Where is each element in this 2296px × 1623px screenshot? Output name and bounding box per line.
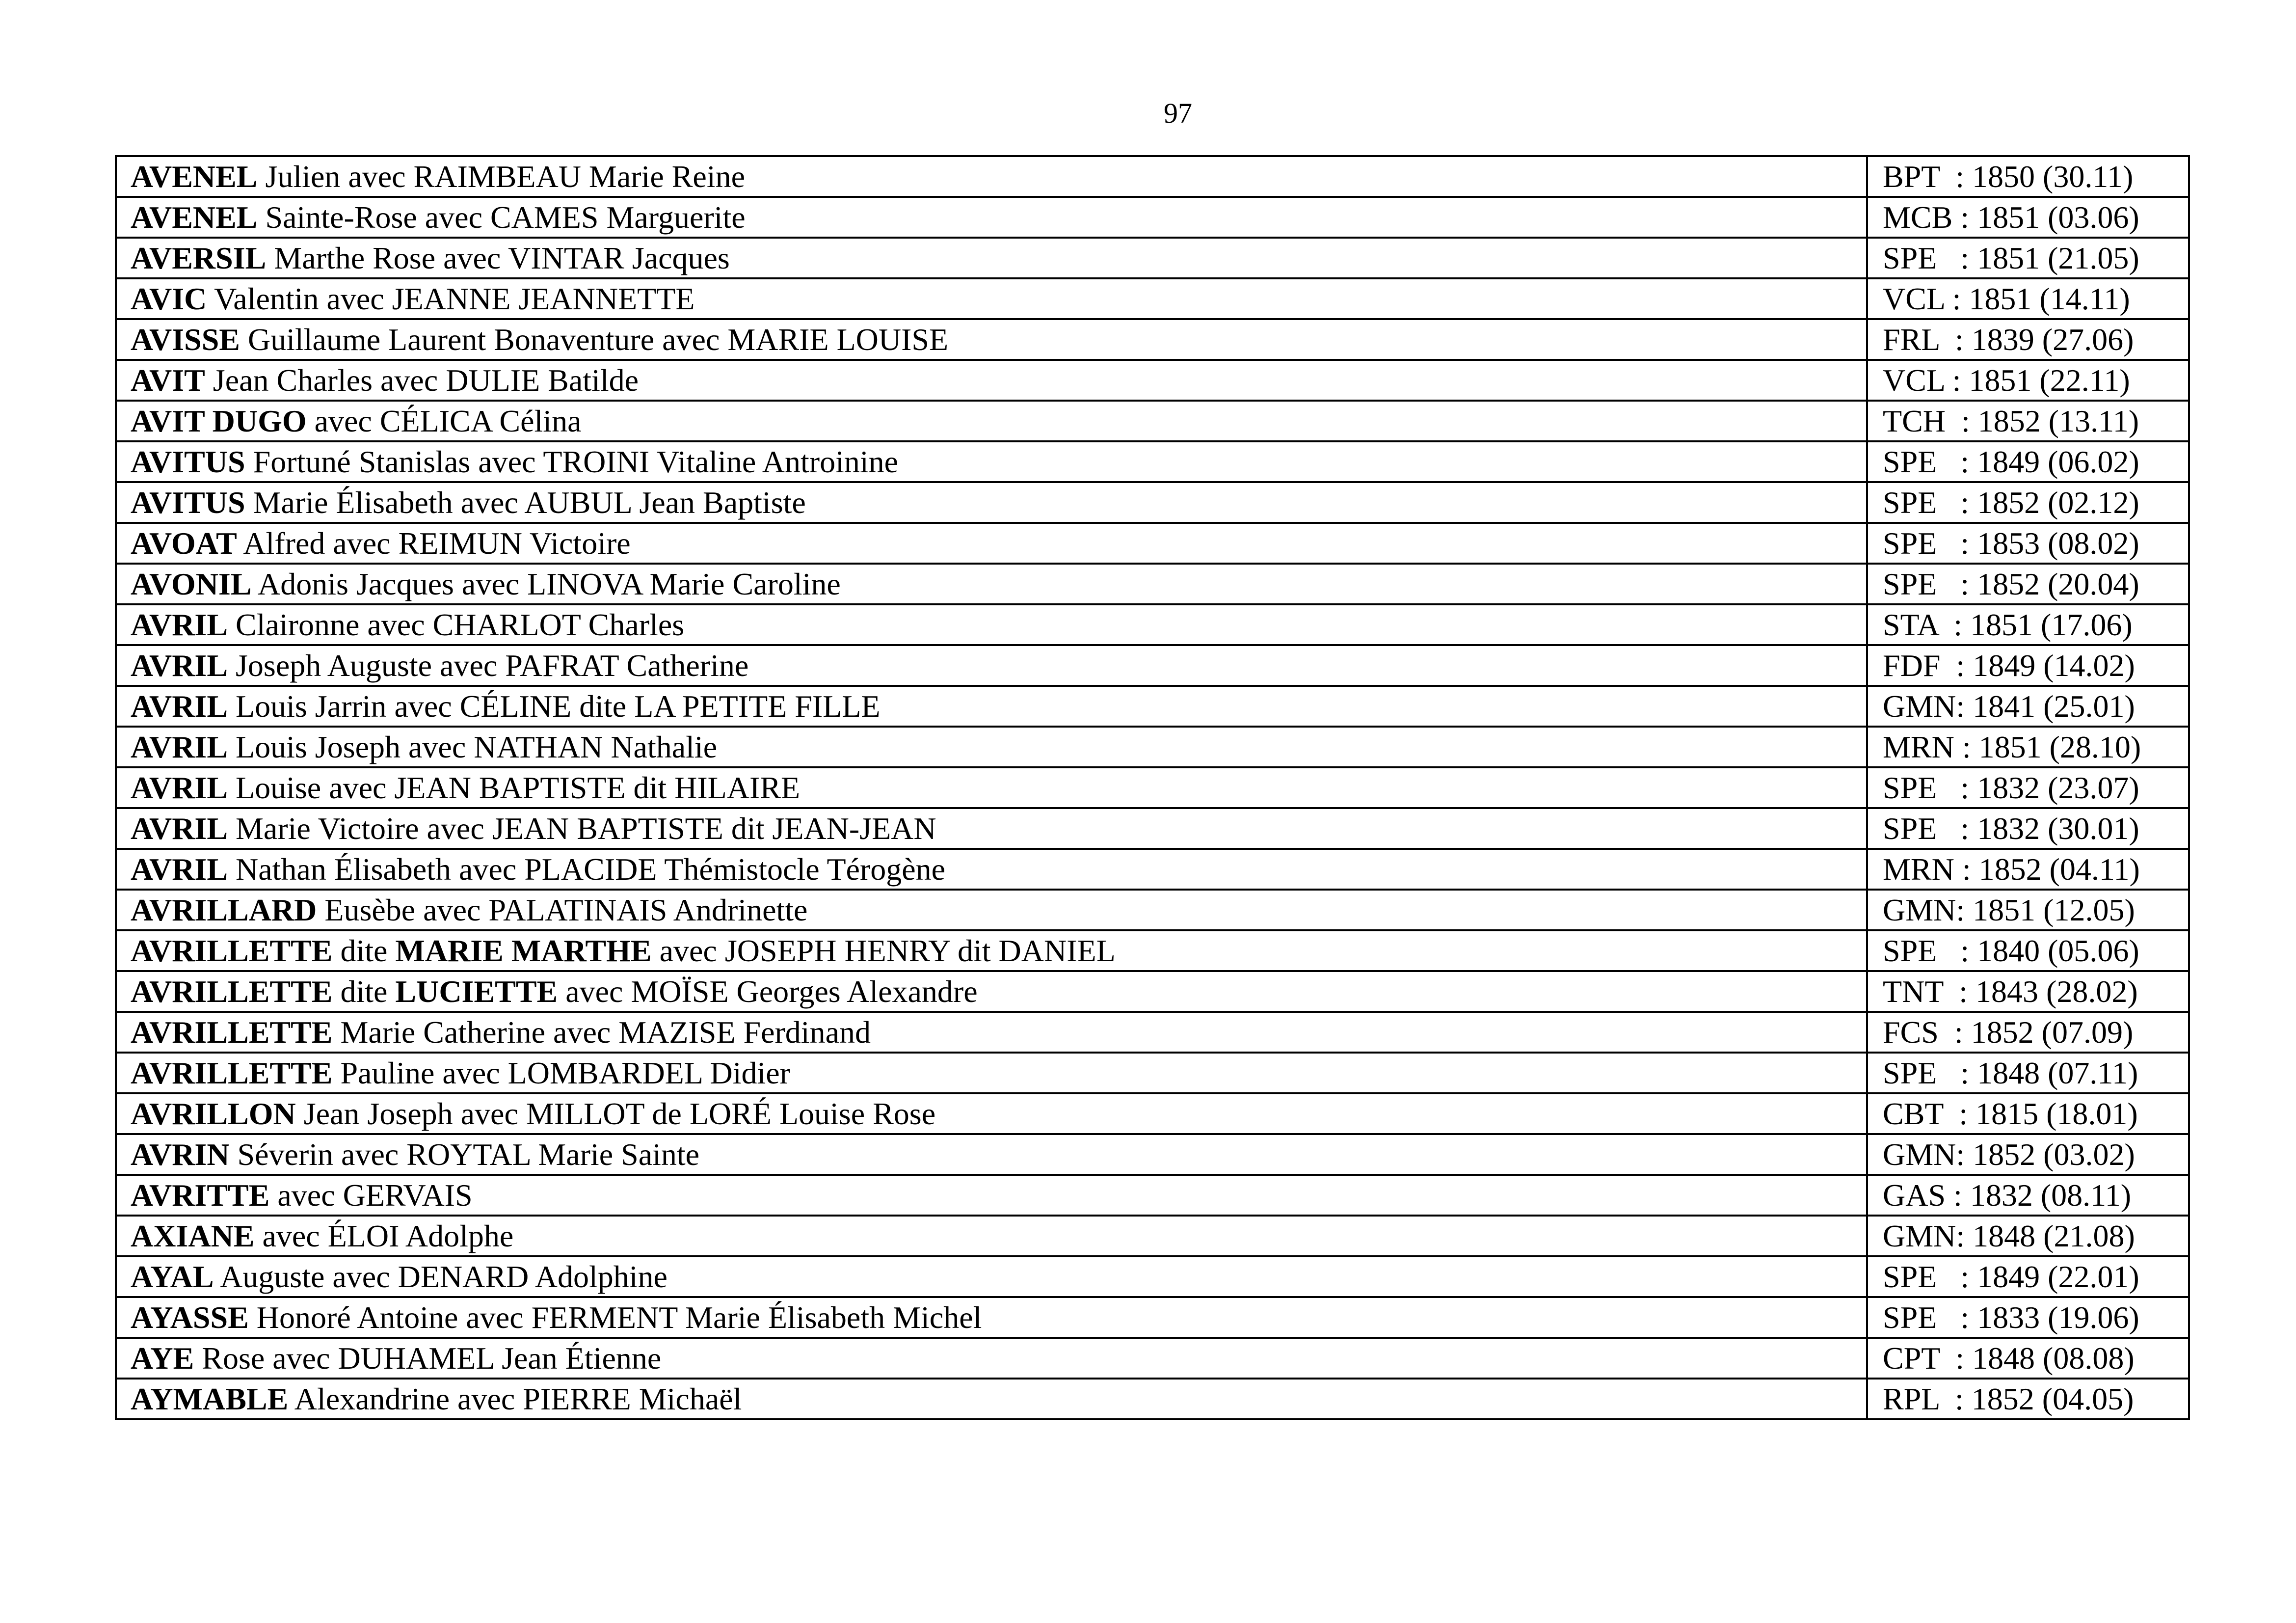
reference-cell: FDF : 1849 (14.02) xyxy=(1867,645,2189,686)
names-text: Louise avec JEAN BAPTISTE dit HILAIRE xyxy=(228,770,801,805)
surname-text: AVENEL xyxy=(131,199,258,235)
names-text: avec CÉLICA Célina xyxy=(306,403,582,438)
names-text: Jean Joseph avec MILLOT de LORÉ Louise Rose xyxy=(295,1096,936,1131)
names-text: Eusèbe avec PALATINAIS Andrinette xyxy=(317,892,808,927)
table-row xyxy=(116,808,2189,849)
spouses-cell xyxy=(116,1175,1867,1216)
spouses-cell xyxy=(116,523,1867,564)
spouses-cell xyxy=(116,971,1867,1012)
names-text: Sainte-Rose avec CAMES Marguerite xyxy=(257,199,746,235)
table-row xyxy=(116,767,2189,808)
surname-text: MARIE MARTHE xyxy=(395,933,652,968)
spouses-cell xyxy=(116,441,1867,482)
reference-cell: STA : 1851 (17.06) xyxy=(1867,604,2189,645)
spouses-cell xyxy=(116,1053,1867,1093)
names-text: Louis Jarrin avec CÉLINE dite LA PETITE FILLE xyxy=(228,688,881,724)
spouses-cell xyxy=(116,727,1867,767)
surname-text: AXIANE xyxy=(131,1218,255,1253)
surname-text: AVRIL xyxy=(131,607,228,642)
names-text: Honoré Antoine avec FERMENT Marie Élisabeth Michel xyxy=(248,1299,982,1335)
table-row xyxy=(116,523,2189,564)
table-row xyxy=(116,930,2189,971)
table-row xyxy=(116,1216,2189,1256)
page-number: 97 xyxy=(1164,97,1192,129)
spouses-cell xyxy=(116,767,1867,808)
surname-text: AVONIL xyxy=(131,566,252,601)
names-text: Auguste avec DENARD Adolphine xyxy=(214,1259,667,1294)
reference-cell: CPT : 1848 (08.08) xyxy=(1867,1338,2189,1379)
reference-cell: SPE : 1840 (05.06) xyxy=(1867,930,2189,971)
table-row xyxy=(116,360,2189,401)
names-text: Joseph Auguste avec PAFRAT Catherine xyxy=(228,648,749,683)
names-text: Guillaume Laurent Bonaventure avec MARIE LOUISE xyxy=(240,322,949,357)
surname-text: AVRITTE xyxy=(131,1177,270,1213)
spouses-cell xyxy=(116,1134,1867,1175)
spouses-cell xyxy=(116,238,1867,278)
names-text: Alfred avec REIMUN Victoire xyxy=(237,525,631,561)
surname-text: AVRILLARD xyxy=(131,892,317,927)
names-text: dite xyxy=(332,974,396,1009)
reference-cell: SPE : 1852 (20.04) xyxy=(1867,564,2189,604)
surname-text: AVRILLETTE xyxy=(131,933,333,968)
table-row xyxy=(116,278,2189,319)
spouses-cell xyxy=(116,401,1867,441)
spouses-cell xyxy=(116,1379,1867,1419)
names-text: avec JOSEPH HENRY dit DANIEL xyxy=(651,933,1116,968)
surname-text: AVITUS xyxy=(131,485,245,520)
table-row xyxy=(116,645,2189,686)
reference-cell: VCL : 1851 (22.11) xyxy=(1867,360,2189,401)
names-text: Pauline avec LOMBARDEL Didier xyxy=(332,1055,790,1090)
spouses-cell xyxy=(116,808,1867,849)
marriage-register-table xyxy=(115,155,2190,1420)
reference-cell: MCB : 1851 (03.06) xyxy=(1867,197,2189,238)
surname-text: AVIT DUGO xyxy=(131,403,307,438)
table-row xyxy=(116,197,2189,238)
spouses-cell xyxy=(116,156,1867,197)
names-text: Alexandrine avec PIERRE Michaël xyxy=(288,1381,742,1416)
surname-text: AVOAT xyxy=(131,525,237,561)
names-text: Jean Charles avec DULIE Batilde xyxy=(205,362,639,398)
reference-cell: GMN: 1852 (03.02) xyxy=(1867,1134,2189,1175)
surname-text: AVRIL xyxy=(131,729,228,764)
register-body xyxy=(116,156,2189,1419)
reference-cell: FCS : 1852 (07.09) xyxy=(1867,1012,2189,1053)
table-row xyxy=(116,971,2189,1012)
surname-text: AVRIL xyxy=(131,811,228,846)
spouses-cell xyxy=(116,645,1867,686)
table-row xyxy=(116,727,2189,767)
names-text: Julien avec RAIMBEAU Marie Reine xyxy=(257,159,745,194)
spouses-cell xyxy=(116,1012,1867,1053)
reference-cell: GMN: 1851 (12.05) xyxy=(1867,890,2189,930)
names-text: avec MOÏSE Georges Alexandre xyxy=(558,974,978,1009)
surname-text: AVRIL xyxy=(131,851,228,887)
spouses-cell xyxy=(116,1256,1867,1297)
reference-cell: SPE : 1852 (02.12) xyxy=(1867,482,2189,523)
table-row xyxy=(116,401,2189,441)
table-row xyxy=(116,604,2189,645)
reference-cell: GMN: 1841 (25.01) xyxy=(1867,686,2189,727)
table-row xyxy=(116,1012,2189,1053)
table-row xyxy=(116,238,2189,278)
reference-cell: VCL : 1851 (14.11) xyxy=(1867,278,2189,319)
spouses-cell xyxy=(116,849,1867,890)
reference-cell: CBT : 1815 (18.01) xyxy=(1867,1093,2189,1134)
spouses-cell xyxy=(116,278,1867,319)
names-text: avec ÉLOI Adolphe xyxy=(254,1218,514,1253)
table-row xyxy=(116,1134,2189,1175)
surname-text: AYMABLE xyxy=(131,1381,289,1416)
table-row xyxy=(116,156,2189,197)
spouses-cell xyxy=(116,930,1867,971)
table-row xyxy=(116,1093,2189,1134)
reference-cell: SPE : 1832 (30.01) xyxy=(1867,808,2189,849)
reference-cell: MRN : 1851 (28.10) xyxy=(1867,727,2189,767)
names-text: Louis Joseph avec NATHAN Nathalie xyxy=(228,729,718,764)
names-text: dite xyxy=(332,933,396,968)
surname-text: AVRILLETTE xyxy=(131,1055,333,1090)
spouses-cell xyxy=(116,319,1867,360)
spouses-cell xyxy=(116,482,1867,523)
reference-cell: TNT : 1843 (28.02) xyxy=(1867,971,2189,1012)
reference-cell: FRL : 1839 (27.06) xyxy=(1867,319,2189,360)
reference-cell: SPE : 1853 (08.02) xyxy=(1867,523,2189,564)
spouses-cell xyxy=(116,686,1867,727)
reference-cell: SPE : 1851 (21.05) xyxy=(1867,238,2189,278)
reference-cell: GAS : 1832 (08.11) xyxy=(1867,1175,2189,1216)
surname-text: AVRIL xyxy=(131,770,228,805)
reference-cell: GMN: 1848 (21.08) xyxy=(1867,1216,2189,1256)
table-row xyxy=(116,1053,2189,1093)
reference-cell: RPL : 1852 (04.05) xyxy=(1867,1379,2189,1419)
surname-text: AYAL xyxy=(131,1259,214,1294)
table-row xyxy=(116,441,2189,482)
table-row xyxy=(116,1338,2189,1379)
spouses-cell xyxy=(116,360,1867,401)
names-text: Adonis Jacques avec LINOVA Marie Caroline xyxy=(251,566,841,601)
table-row xyxy=(116,686,2189,727)
table-row xyxy=(116,482,2189,523)
surname-text: AVITUS xyxy=(131,444,245,479)
reference-cell: SPE : 1832 (23.07) xyxy=(1867,767,2189,808)
surname-text: AVRIL xyxy=(131,688,228,724)
surname-text: AVRILLON xyxy=(131,1096,296,1131)
surname-text: AVISSE xyxy=(131,322,240,357)
names-text: Valentin avec JEANNE JEANNETTE xyxy=(207,281,695,316)
surname-text: AVRILLETTE xyxy=(131,974,333,1009)
table-row xyxy=(116,564,2189,604)
surname-text: AVIC xyxy=(131,281,207,316)
names-text: Marie Catherine avec MAZISE Ferdinand xyxy=(332,1014,871,1050)
reference-cell: SPE : 1849 (06.02) xyxy=(1867,441,2189,482)
surname-text: AVRIL xyxy=(131,648,228,683)
names-text: Séverin avec ROYTAL Marie Sainte xyxy=(229,1136,700,1172)
names-text: avec GERVAIS xyxy=(269,1177,473,1213)
reference-cell: BPT : 1850 (30.11) xyxy=(1867,156,2189,197)
surname-text: AVRIN xyxy=(131,1136,230,1172)
table-row xyxy=(116,890,2189,930)
table-row xyxy=(116,1175,2189,1216)
names-text: Rose avec DUHAMEL Jean Étienne xyxy=(194,1340,662,1376)
spouses-cell xyxy=(116,564,1867,604)
table-row xyxy=(116,319,2189,360)
names-text: Marie Élisabeth avec AUBUL Jean Baptiste xyxy=(245,485,806,520)
spouses-cell xyxy=(116,1297,1867,1338)
table-row xyxy=(116,849,2189,890)
surname-text: AYE xyxy=(131,1340,194,1376)
spouses-cell xyxy=(116,197,1867,238)
names-text: Fortuné Stanislas avec TROINI Vitaline Antroinine xyxy=(245,444,899,479)
reference-cell: SPE : 1833 (19.06) xyxy=(1867,1297,2189,1338)
names-text: Marie Victoire avec JEAN BAPTISTE dit JEAN-JEAN xyxy=(228,811,936,846)
surname-text: LUCIETTE xyxy=(395,974,558,1009)
reference-cell: SPE : 1849 (22.01) xyxy=(1867,1256,2189,1297)
surname-text: AYASSE xyxy=(131,1299,249,1335)
names-text: Claironne avec CHARLOT Charles xyxy=(228,607,685,642)
reference-cell: TCH : 1852 (13.11) xyxy=(1867,401,2189,441)
surname-text: AVENEL xyxy=(131,159,258,194)
names-text: Marthe Rose avec VINTAR Jacques xyxy=(266,240,730,275)
table-row xyxy=(116,1297,2189,1338)
surname-text: AVRILLETTE xyxy=(131,1014,333,1050)
table-row xyxy=(116,1379,2189,1419)
surname-text: AVIT xyxy=(131,362,205,398)
names-text: Nathan Élisabeth avec PLACIDE Thémistocle Térogène xyxy=(228,851,946,887)
spouses-cell xyxy=(116,1216,1867,1256)
table-row xyxy=(116,1256,2189,1297)
spouses-cell xyxy=(116,1338,1867,1379)
spouses-cell xyxy=(116,1093,1867,1134)
surname-text: AVERSIL xyxy=(131,240,267,275)
reference-cell: SPE : 1848 (07.11) xyxy=(1867,1053,2189,1093)
spouses-cell xyxy=(116,604,1867,645)
spouses-cell xyxy=(116,890,1867,930)
reference-cell: MRN : 1852 (04.11) xyxy=(1867,849,2189,890)
